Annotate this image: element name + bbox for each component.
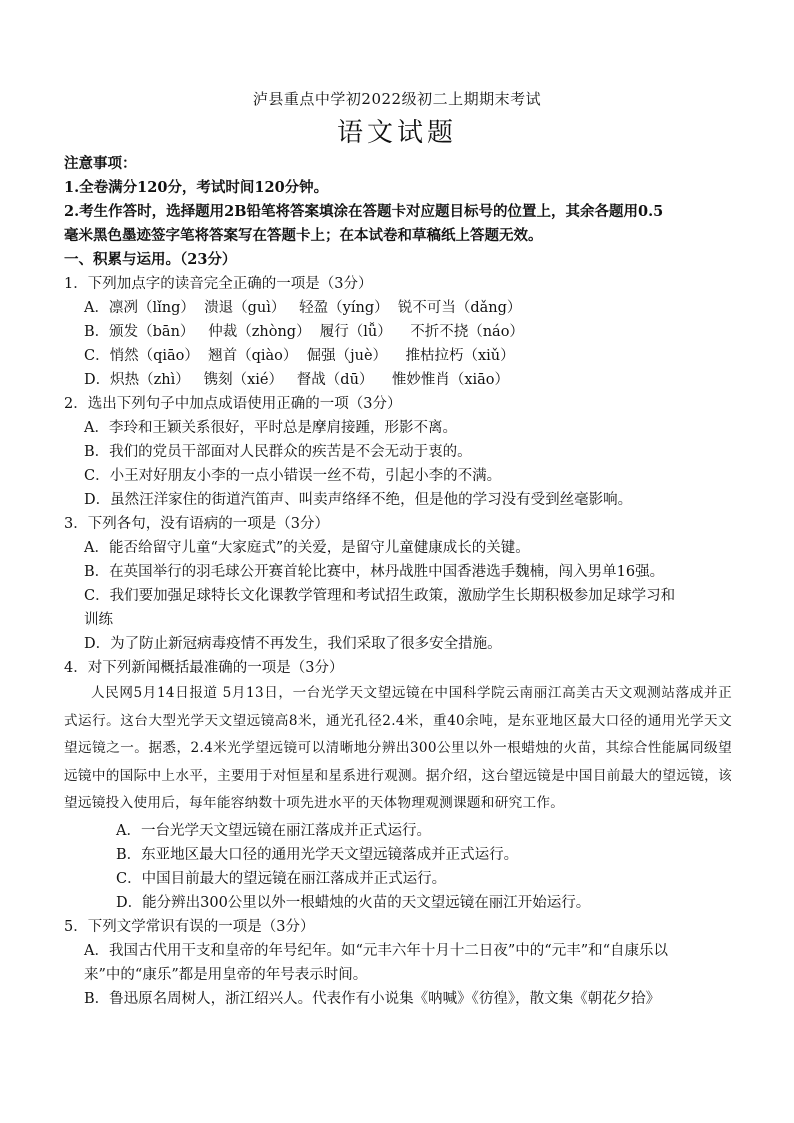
option-b: B．在英国举行的羽毛球公开赛首轮比赛中，林丹战胜中国香港选手魏楠，闯入男单16强。 [84, 564, 665, 580]
notice-item-1: 1.全卷满分120分，考试时间120分钟。 [64, 179, 329, 196]
notice-heading: 注意事项： [64, 155, 137, 172]
section-heading: 一、积累与运用。（23分） [64, 251, 237, 268]
option-c-line-2: 训练 [84, 612, 113, 628]
question-3 [64, 512, 732, 656]
notice-item-2-line-2: 毫米黑色墨迹签字笔将答案写在答题卡上；在本试卷和草稿纸上答题无效。 [64, 227, 543, 244]
option-a: A．一台光学天文望远镜在丽江落成并正式运行。 [116, 822, 431, 839]
exam-subtitle: 泸县重点中学初2022级初二上期期末考试 [252, 90, 542, 108]
option-b: B．颁发（bān） 仲裁（zhòng） 履行（lǚ） 不折不挠（náo） [84, 324, 524, 340]
option-b: B．我们的党员干部面对人民群众的疾苦是不会无动于衷的。 [84, 444, 472, 460]
question-stem: 2．选出下列句子中加点成语使用正确的一项（3分） [64, 396, 402, 412]
page-title: 语文试题 [336, 118, 457, 148]
question-2 [64, 392, 732, 512]
option-c: C．悄然（qiāo） 翘首（qiào） 倔强（juè） 推枯拉朽（xiǔ） [84, 348, 515, 364]
notice-item-2-line-1: 2.考生作答时，选择题用2B铅笔将答案填涂在答题卡对应题目标号的位置上，其余各题用0.5 [64, 203, 664, 220]
option-b: B．东亚地区最大口径的通用光学天文望远镜落成并正式运行。 [116, 846, 519, 863]
question-stem: 4．对下列新闻概括最准确的一项是（3分） [64, 660, 344, 676]
option-a-line-2: 来”中的“康乐”都是用皇帝的年号表示时间。 [84, 966, 368, 983]
option-d: D．能分辨出300公里以外一根蜡烛的火苗的天文望远镜在丽江开始运行。 [116, 894, 591, 911]
option-c: C．小王对好朋友小李的一点小错误一丝不苟，引起小李的不满。 [84, 468, 502, 484]
option-b: B．鲁迅原名周树人，浙江绍兴人。代表作有小说集《呐喊》《彷徨》，散文集《朝花夕拾》 [84, 990, 661, 1007]
exam-content [64, 152, 732, 1011]
question-stem: 5．下列文学常识有误的一项是（3分） [64, 918, 315, 935]
option-d: D．虽然汪洋家住的街道汽笛声、叫卖声络绎不绝，但是他的学习没有受到丝毫影响。 [84, 492, 633, 508]
option-a: A．能否给留守儿童“大家庭式”的关爱，是留守儿童健康成长的关键。 [84, 540, 530, 556]
news-passage: 人民网5月14日报道 5月13日，一台光学天文望远镜在中国科学院云南丽江高美古天文观测站落成并正式运行。这台大型光学天文望远镜高8米，通光孔径2.4米，重40余吨，是东亚地区最大口径的通用光学天文望远镜之一。据悉，2.4米光学望远镜可以清晰地分辨出300公里以外一根蜡烛的火苗，其综合性能属同级望远镜中的国际中上水平，主要用于对恒星和星系进行观测。据介绍，这台望远镜是中国目前最大的望远镜，该望远镜投入使用后，每年能容纳数十项先进水平的天体物理观测课题和研究工作。 [64, 685, 732, 811]
option-d: D．炽热（zhì） 镌刻（xié） 督战（dū） 惟妙惟肖（xiāo） [84, 372, 510, 388]
option-a: A．李玲和王颖关系很好，平时总是摩肩接踵，形影不离。 [84, 420, 457, 436]
question-stem: 1．下列加点字的读音完全正确的一项是（3分） [64, 276, 373, 292]
question-4 [64, 656, 732, 915]
question-5 [64, 915, 732, 1011]
question-stem: 3．下列各句，没有语病的一项是（3分） [64, 516, 329, 532]
option-c: C．中国目前最大的望远镜在丽江落成并正式运行。 [116, 870, 447, 887]
option-d: D．为了防止新冠病毒疫情不再发生，我们采取了很多安全措施。 [84, 636, 502, 652]
option-a-line-1: A．我国古代用干支和皇帝的年号纪年。如“元丰六年十月十二日夜”中的“元丰”和“自康乐以 [84, 942, 669, 959]
option-c-line-1: C．我们要加强足球特长文化课教学管理和考试招生政策，激励学生长期积极参加足球学习和 [84, 588, 676, 604]
question-1 [64, 272, 732, 392]
option-a: A．凛冽（lǐng） 溃退（guì） 轻盈（yíng） 锐不可当（dǎng） [84, 300, 522, 316]
